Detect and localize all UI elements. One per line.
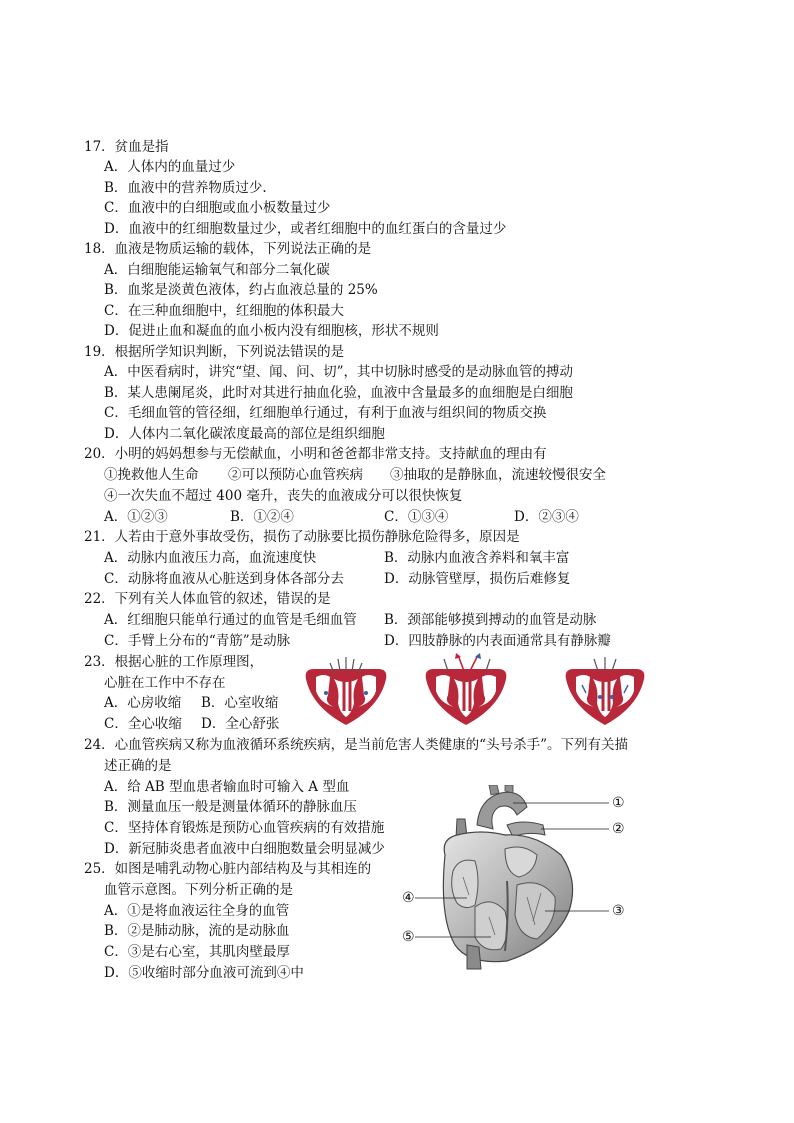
- q24-option-b[interactable]: B．测量血压一般是测量体循环的静脉血压: [104, 799, 357, 815]
- heart-label-3: ③: [612, 903, 625, 919]
- q23-option-b[interactable]: B．心室收缩: [201, 695, 279, 711]
- q25-option-a[interactable]: A．①是将血液运往全身的血管: [104, 903, 290, 919]
- q17-option-a[interactable]: A．人体内的血量过少: [104, 159, 236, 175]
- q25-stem-line2: 血管示意图。下列分析正确的是: [104, 882, 293, 898]
- q19-option-a[interactable]: A．中医看病时，讲究“望、闻、问、切”，其中切脉时感受的是动脉血管的搏动: [104, 364, 574, 380]
- q22-option-a[interactable]: A．红细胞只能单行通过的血管是毛细血管: [104, 612, 357, 628]
- q18-option-a[interactable]: A．白细胞能运输氧气和部分二氧化碳: [104, 262, 330, 278]
- q23-option-d[interactable]: D．全心舒张: [201, 716, 280, 732]
- q17-option-b[interactable]: B．血液中的营养物质过少.: [104, 180, 267, 196]
- q24-stem-line1: 24．心血管疾病又称为血液循环系统疾病，是当前危害人类健康的“头号杀手”。下列有关描: [84, 737, 628, 753]
- q25-option-d[interactable]: D．⑤收缩时部分血液可流到④中: [104, 965, 304, 981]
- q22-option-b[interactable]: B．颈部能够摸到搏动的血管是动脉: [384, 612, 597, 628]
- q22-stem: 22．下列有关人体血管的叙述，错误的是: [84, 591, 331, 607]
- q19-option-d[interactable]: D．人体内二氧化碳浓度最高的部位是组织细胞: [104, 426, 385, 442]
- q21-option-a[interactable]: A．动脉内血液压力高，血流速度快: [104, 550, 317, 566]
- q25-option-c[interactable]: C．③是右心室，其肌肉壁最厚: [104, 944, 290, 960]
- heart-label-2: ②: [612, 821, 625, 837]
- q24-stem-line2: 述正确的是: [104, 758, 172, 774]
- q24-option-a[interactable]: A．给 AB 型血患者输血时可输入 A 型血: [104, 779, 350, 795]
- q20-statement-2: ②可以预防心血管疾病: [228, 467, 363, 483]
- q25-stem-line1: 25．如图是哺乳动物心脏内部结构及与其相连的: [84, 861, 372, 877]
- q23-option-c[interactable]: C．全心收缩: [104, 716, 182, 732]
- q21-option-d[interactable]: D．动脉管壁厚，损伤后难修复: [384, 571, 571, 587]
- q18-option-d[interactable]: D．促进止血和凝血的血小板内没有细胞核，形状不规则: [104, 323, 439, 339]
- q19-option-c[interactable]: C．毛细血管的管径细，红细胞单行通过，有利于血液与组织间的物质交换: [104, 405, 547, 421]
- q20-option-c[interactable]: C．①③④: [384, 509, 449, 525]
- q20-stem: 20．小明的妈妈想参与无偿献血，小明和爸爸都非常支持。支持献血的理由有: [84, 446, 547, 462]
- q17-stem: 17．贫血是指: [84, 139, 169, 155]
- heart-label-5: ⑤: [402, 929, 415, 945]
- q17-option-c[interactable]: C．血液中的白细胞或血小板数量过少: [104, 200, 331, 216]
- q24-option-d[interactable]: D．新冠肺炎患者血液中白细胞数量会明显减少: [104, 841, 385, 857]
- q25-option-b[interactable]: B．②是肺动脉，流的是动脉血: [104, 923, 290, 939]
- q20-option-a[interactable]: A．①②③: [104, 509, 168, 525]
- q19-stem: 19．根据所学知识判断，下列说法错误的是: [84, 344, 345, 360]
- q18-option-c[interactable]: C．在三种血细胞中，红细胞的体积最大: [104, 303, 344, 319]
- q18-stem: 18．血液是物质运输的载体，下列说法正确的是: [84, 241, 372, 257]
- q20-statement-4: ④一次失血不超过 400 毫升，丧失的血液成分可以很快恢复: [104, 488, 463, 504]
- q23-stem-line2: 心脏在工作中不存在: [104, 675, 226, 691]
- q20-option-b[interactable]: B．①②④: [230, 509, 294, 525]
- q22-option-c[interactable]: C．手臂上分布的“青筋”是动脉: [104, 633, 291, 649]
- q21-option-c[interactable]: C．动脉将血液从心脏送到身体各部分去: [104, 571, 344, 587]
- q18-option-b[interactable]: B．血浆是淡黄色液体，约占血液总量的 25%: [104, 282, 378, 298]
- q23-option-a[interactable]: A．心房收缩: [104, 695, 182, 711]
- heart-label-4: ④: [402, 890, 415, 906]
- q22-option-d[interactable]: D．四肢静脉的内表面通常具有静脉瓣: [384, 633, 611, 649]
- heart-state-diagram-2: [420, 651, 512, 727]
- q19-option-b[interactable]: B．某人患阑尾炎，此时对其进行抽血化验，血液中含量最多的血细胞是白细胞: [104, 385, 573, 401]
- q21-option-b[interactable]: B．动脉内血液含养料和氧丰富: [384, 550, 570, 566]
- heart-anatomy-figure: [395, 785, 635, 970]
- q24-option-c[interactable]: C．坚持体育锻炼是预防心血管疾病的有效措施: [104, 820, 385, 836]
- q23-stem-line1: 23．根据心脏的工作原理图，: [84, 654, 264, 670]
- q21-stem: 21．人若由于意外事故受伤，损伤了动脉要比损伤静脉危险得多，原因是: [84, 529, 520, 545]
- heart-state-diagram-3: [560, 655, 650, 727]
- q20-option-d[interactable]: D．②③④: [514, 509, 579, 525]
- q17-option-d[interactable]: D．血液中的红细胞数量过少，或者红细胞中的血红蛋白的含量过少: [104, 221, 507, 237]
- q20-statement-3: ③抽取的是静脉血，流速较慢很安全: [390, 467, 606, 483]
- heart-state-diagram-1: [300, 655, 392, 727]
- q20-statement-1: ①挽救他人生命: [104, 467, 199, 483]
- heart-label-1: ①: [612, 795, 625, 811]
